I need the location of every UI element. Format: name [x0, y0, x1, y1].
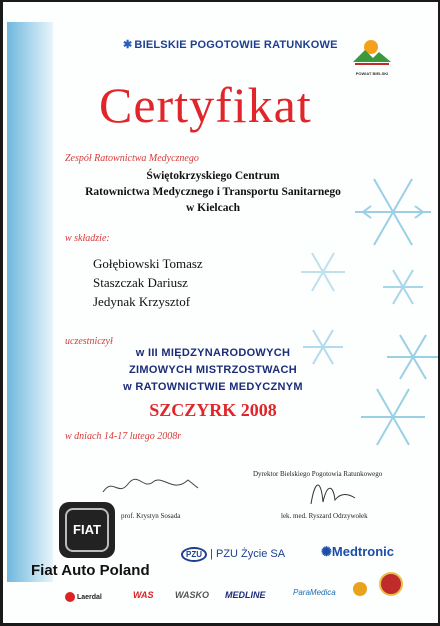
participated-label: uczestniczył	[65, 336, 113, 347]
list-item: Staszczak Dariusz	[93, 275, 188, 290]
medline-logo: MEDLINE	[225, 590, 266, 600]
certificate-title: Certyfikat	[99, 77, 312, 133]
team-organization: Świętokrzyskiego Centrum Ratownictwa Medycznego i Transportu Sanitarnego w Kielcach	[85, 170, 341, 214]
pzu-mark: PZU	[181, 547, 207, 562]
fiat-auto-poland: Fiat Auto Poland	[31, 562, 150, 579]
event-dates: w dniach 14-17 lutego 2008r	[65, 431, 182, 442]
signature-left-scribble	[98, 472, 208, 502]
members-label: w składzie:	[65, 233, 110, 244]
championship-name: w III MIĘDZYNARODOWYCH ZIMOWYCH MISTRZOSTWACH w RATOWNICTWIE MEDYCZNYM	[123, 347, 303, 393]
laerdal-logo: Laerdal	[65, 592, 102, 602]
fiat-logo: FIAT	[59, 502, 115, 558]
wasko-logo: WASKO	[175, 590, 210, 600]
medtronic-logo: ✺Medtronic	[321, 544, 395, 559]
team-label: Zespół Ratownictwa Medycznego	[65, 153, 199, 164]
event-name: SZCZYRK 2008	[149, 400, 277, 420]
small-sponsor-icon	[353, 582, 367, 596]
mountain-sun-icon	[349, 38, 395, 66]
director-title: Dyrektor Bielskiego Pogotowia Ratunkowego	[253, 470, 383, 478]
star-of-life-icon: ✱	[123, 39, 133, 51]
header-org: ✱ BIELSKIE POGOTOWIE RATUNKOWE	[123, 39, 338, 51]
county-badge: POWIAT BIELSKI	[349, 38, 395, 72]
signature-right-scribble	[303, 474, 363, 508]
decorative-blue-bar	[7, 22, 53, 582]
pzu-logo: PZU | PZU Życie SA	[181, 547, 285, 562]
medtronic-mark-icon: ✺	[321, 544, 332, 559]
list-item: Gołębiowski Tomasz	[93, 256, 203, 271]
members-list	[93, 254, 203, 311]
list-item: Jedynak Krzysztof	[93, 294, 191, 309]
laerdal-icon	[65, 592, 75, 602]
signature-right: lek. med. Ryszard Odrzywołek	[281, 512, 368, 520]
was-logo: WAS	[133, 590, 154, 600]
signature-left: prof. Krystyn Sosada	[121, 512, 181, 520]
paramedica-logo: ParaMedica	[293, 588, 336, 597]
sponsor-badge-icon	[379, 572, 403, 596]
